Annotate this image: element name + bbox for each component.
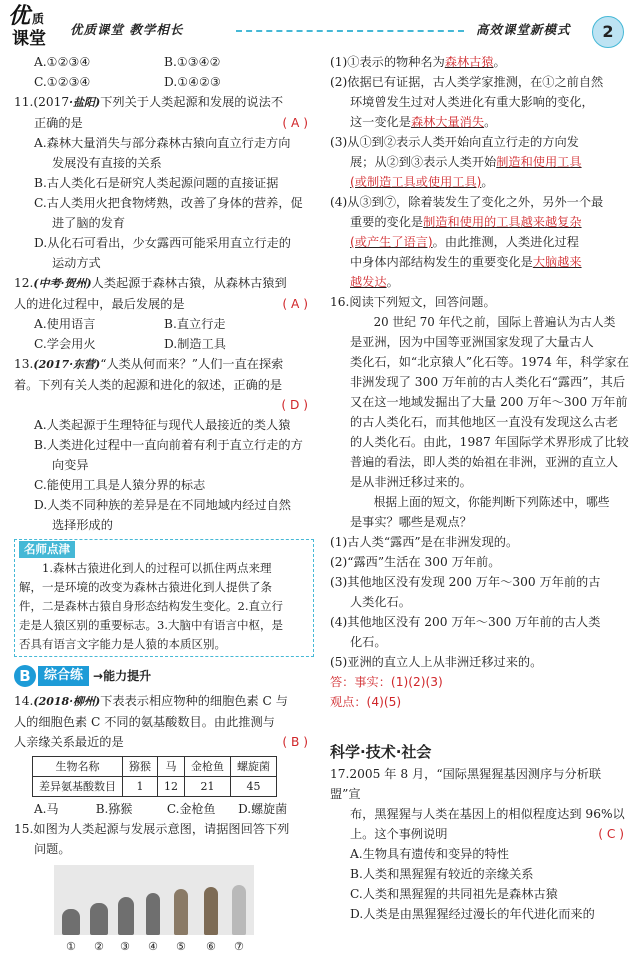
figure-label: ⑤ — [176, 940, 186, 953]
tip-line: 1.森林古猿进化到人的过程可以抓住两点来理 — [42, 561, 272, 575]
option-b: B.古人类化石是研究人类起源问题的直接证据 — [34, 176, 279, 190]
answer-opinions: 观点：(4)(5) — [330, 695, 402, 709]
option-b: B.直立行走 — [164, 317, 226, 331]
figure-ape-2 — [90, 903, 108, 935]
q-number: 14. — [14, 694, 34, 708]
option-c: C.人类和黑猩猩的共同祖先是森林古猿 — [350, 887, 558, 901]
q-stem-cont: 人的进化过程中，最后发展的是 — [14, 297, 185, 311]
question-13 — [14, 354, 314, 535]
q-source: (中考·贺州) — [33, 277, 92, 290]
option-a-cont: 发展没有直接的关系 — [52, 156, 162, 170]
option-a: A.①②③④ — [34, 55, 91, 69]
answer-mark: ( C ) — [598, 827, 624, 841]
part-2-answer: 森林大量消失 — [410, 115, 485, 129]
table-cell: 21 — [185, 777, 231, 797]
options-row — [14, 799, 314, 819]
tip-line: 走是人猿区别的重要标志。3.大脑中有语言中枢，是 — [19, 618, 283, 632]
part-2-lead: 这一变化是 — [350, 115, 411, 129]
part-4-answer: 制造和使用的工具越来越复杂 — [423, 215, 582, 229]
logo-small-char: 质 — [32, 12, 45, 26]
q-source-year: (2017 — [33, 95, 70, 109]
part-4-text: (4)从③到⑦，除着装发生了变化之外，另外一个最 — [330, 195, 604, 209]
part-4-mid: 。由此推测，人类进化过程 — [432, 235, 579, 249]
figure-hominid-3 — [118, 897, 134, 935]
passage-line: 20 世纪 70 年代之前，国际上普遍认为古人类 — [373, 315, 616, 329]
figure-label: ④ — [148, 940, 158, 953]
statement-5: (5)亚洲的直立人上从非洲迁移过来的。 — [330, 655, 543, 669]
section-title: 综合练 — [38, 666, 89, 686]
q-stem-cont: 人的细胞色素 C 不同的氨基酸数目。由此推测与 — [14, 715, 275, 729]
statement-4: (4)其他地区没有 200 万年～300 万年前的古人类 — [330, 615, 601, 629]
logo-top-char: 优 — [8, 3, 31, 29]
option-a: A.生物具有遗传和变异的特性 — [350, 847, 509, 861]
page-number-badge: 2 — [592, 16, 624, 48]
question-15-parts — [330, 52, 630, 292]
option-b: B.猕猴 — [95, 802, 133, 816]
punct: 。 — [484, 115, 497, 129]
prompt-line: 是事实？哪些是观点？ — [350, 515, 472, 529]
q-stem: 下列关于人类起源和发展的说法不 — [100, 95, 284, 109]
option-c: C.古人类用火把食物烤熟，改善了身体的营养，促 — [34, 196, 303, 210]
options-row-1 — [14, 314, 314, 334]
answer-mark: ( D ) — [281, 398, 308, 412]
figure-label: ⑥ — [206, 940, 216, 953]
q-stem-cont: 布，黑猩猩与人类在基因上的相似程度达到 96%以 — [350, 807, 625, 821]
q-stem-cont: 人亲缘关系最近的是 — [14, 735, 124, 749]
question-12 — [14, 273, 314, 354]
punct: 。 — [386, 275, 399, 289]
option-b: B.人类和黑猩猩有较近的亲缘关系 — [350, 867, 534, 881]
q-source-place: ·盐阳) — [69, 96, 101, 109]
part-4-text-cont: 中身体内部结构发生的重要变化是 — [350, 255, 533, 269]
part-1-answer: 森林古猿 — [444, 55, 494, 69]
option-c: C.学会用火 — [34, 337, 96, 351]
option-a: A.使用语言 — [34, 317, 96, 331]
option-d: D.制造工具 — [164, 337, 226, 351]
part-4-answer-2-cont: 越发达 — [350, 275, 387, 289]
q-stem: 阅读下列短文，回答问题。 — [349, 295, 496, 309]
option-a: A.马 — [34, 802, 59, 816]
prev-options-row-1 — [14, 52, 314, 72]
q-stem-cont: 问题。 — [34, 842, 71, 856]
question-14 — [14, 691, 314, 819]
options-row-2 — [14, 334, 314, 354]
passage-line: 的古人类化石，而其他地区一直没有发现这么古老 — [350, 415, 619, 429]
part-4-answer-2: 大脑越来 — [532, 255, 582, 269]
evolution-illustration — [54, 865, 274, 955]
figure-human-5 — [174, 889, 188, 935]
table-cell: 1 — [123, 777, 158, 797]
section-badge: B — [14, 665, 36, 687]
part-2-text-cont: 环境曾发生过对人类进化有重大影响的变化， — [350, 95, 594, 109]
passage-line: 非洲发现了 300 万年前的古人类化石“露西”，其后 — [350, 375, 626, 389]
teacher-tip-box — [14, 539, 314, 657]
tip-line: 否具有语言文字能力是人猿的本质区别。 — [19, 637, 226, 651]
amino-acid-table — [32, 756, 277, 797]
option-d: D.人类是由黑猩猩经过漫长的年代进化而来的 — [350, 907, 595, 921]
question-11 — [14, 92, 314, 273]
header-divider — [236, 30, 464, 32]
table-cell: 差异氨基酸数目 — [33, 777, 123, 797]
prompt-line: 根据上面的短文，你能判断下列陈述中，哪些 — [373, 495, 610, 509]
q-stem-cont: 着。下列有关人类的起源和进化的叙述，正确的是 — [14, 378, 283, 392]
part-1-text: (1)①表示的物种名为 — [330, 55, 445, 69]
q-stem: “人类从何而来？”人们一直在探索 — [100, 357, 284, 371]
statement-3: (3)其他地区没有发现 200 万年～300 万年前的古 — [330, 575, 601, 589]
part-3-text: (3)从①到②表示人类开始向直立行走的方向发 — [330, 135, 579, 149]
option-b: B.①③④② — [164, 55, 221, 69]
punct: 。 — [481, 175, 494, 189]
answer-mark: ( A ) — [282, 297, 308, 311]
option-b: B.人类进化过程中一直向前着有利于直立行走的方 — [34, 438, 303, 452]
reading-passage — [330, 312, 630, 532]
passage-line: 是亚洲，因为中国等亚洲国家发现了大量古人 — [350, 335, 594, 349]
part-4-answer-cont: (或产生了语言) — [350, 235, 433, 249]
q-number: 13. — [14, 357, 34, 371]
table-cell: 生物名称 — [33, 757, 123, 777]
part-3-lead: 展；从②到③表示人类开始 — [350, 155, 497, 169]
figure-label: ① — [66, 940, 76, 953]
q-stem: 人类起源于森林古猿，从森林古猿到 — [91, 276, 287, 290]
tip-line: 件，二是森林古猿自身形态结构发生变化。2.直立行 — [19, 599, 283, 613]
header-slogan-right: 高效课堂新模式 — [476, 22, 571, 37]
passage-line: 的人类化石。由此，1987 年国际学术界形成了比较 — [350, 435, 629, 449]
option-a: A.人类起源于生理特征与现代人最接近的类人猿 — [34, 418, 291, 432]
option-c-cont: 进了脑的发育 — [52, 216, 126, 230]
table-cell: 螺旋菌 — [231, 757, 277, 777]
q-stem: 下表表示相应物种的细胞色素 C 与 — [100, 694, 288, 708]
section-b-header — [14, 665, 314, 687]
table-cell: 猕猴 — [123, 757, 158, 777]
prev-options-row-2 — [14, 72, 314, 92]
answer-mark: ( A ) — [282, 116, 308, 130]
header-slogan-left: 优质课堂 教学相长 — [70, 22, 184, 37]
q-source: (2017·东营) — [33, 358, 101, 371]
option-c: C.金枪鱼 — [166, 802, 216, 816]
option-d: D.从化石可看出，少女露西可能采用直立行走的 — [34, 236, 291, 250]
option-d: D.螺旋菌 — [238, 802, 288, 816]
part-2-text: (2)依据已有证据，古人类学家推测，在①之前自然 — [330, 75, 604, 89]
tip-line: 解，一是环境的改变为森林古猿进化到人提供了条 — [19, 580, 272, 594]
question-15 — [14, 819, 314, 955]
statement-3-cont: 人类化石。 — [350, 595, 411, 609]
figure-human-6 — [204, 887, 218, 935]
statement-4-cont: 化石。 — [350, 635, 387, 649]
passage-line: 类化石，如“北京猿人”化石等。1974 年，科学家在 — [350, 355, 629, 369]
option-c: C.能使用工具是人猿分界的标志 — [34, 478, 206, 492]
question-17 — [330, 764, 630, 924]
passage-line: 又在这一地域发掘出了大量 200 万年～300 万年前 — [350, 395, 628, 409]
q-number: 15. — [14, 822, 34, 836]
option-d: D.人类不同种族的差异是在不同地域内经过自然 — [34, 498, 291, 512]
figure-label: ⑦ — [234, 940, 244, 953]
section-subtitle: →能力提升 — [93, 669, 152, 683]
option-c: C.①②③④ — [34, 75, 91, 89]
part-4-lead: 重要的变化是 — [350, 215, 424, 229]
table-row — [33, 777, 277, 797]
question-16 — [330, 292, 630, 712]
answer-mark: ( B ) — [282, 735, 308, 749]
option-d-cont: 选择形成的 — [52, 518, 113, 532]
page-header — [0, 0, 640, 52]
figure-label: ③ — [120, 940, 130, 953]
q-stem-cont: 上。这个事例说明 — [350, 827, 448, 841]
section-title-sts: 科学·技术·社会 — [330, 743, 432, 761]
q-number: 12. — [14, 276, 34, 290]
q-stem: 2005 年 8 月，“国际黑猩猩基因测序与分析联盟”宣 — [330, 767, 602, 801]
statement-2: (2)“露西”生活在 300 万年前。 — [330, 555, 501, 569]
option-d: D.①④②③ — [164, 75, 221, 89]
logo-bottom-chars: 课堂 — [12, 29, 46, 49]
table-cell: 马 — [158, 757, 185, 777]
part-3-answer-cont: (或制造工具或使用工具) — [350, 175, 482, 189]
q-stem-cont: 正确的是 — [34, 116, 83, 130]
q-number: 11. — [14, 95, 34, 109]
right-column — [330, 52, 630, 924]
q-number: 17. — [330, 767, 350, 781]
table-cell: 金枪鱼 — [185, 757, 231, 777]
q-stem: 如图为人类起源与发展示意图，请据图回答下列 — [33, 822, 290, 836]
option-b-cont: 向变异 — [52, 458, 89, 472]
left-column — [14, 52, 314, 955]
tip-title: 名师点津 — [19, 541, 75, 558]
figure-hominid-4 — [146, 893, 160, 935]
table-cell: 12 — [158, 777, 185, 797]
passage-line: 普遍的看法，即人类的始祖在非洲，亚洲的直立人 — [350, 455, 619, 469]
figure-human-7 — [232, 885, 246, 935]
figure-ape-1 — [62, 909, 80, 935]
option-a: A.森林大量消失与部分森林古猿向直立行走方向 — [34, 136, 291, 150]
passage-line: 是从非洲迁移过来的。 — [350, 475, 472, 489]
statement-1: (1)古人类“露西”是在非洲发现的。 — [330, 535, 519, 549]
q-source: (2018·柳州) — [33, 695, 101, 708]
q-number: 16. — [330, 295, 350, 309]
table-header-row — [33, 757, 277, 777]
option-d-cont: 运动方式 — [52, 256, 101, 270]
logo — [8, 3, 60, 50]
figure-label: ② — [94, 940, 104, 953]
table-cell: 45 — [231, 777, 277, 797]
answer-facts: 答：事实：(1)(2)(3) — [330, 675, 443, 689]
part-3-answer: 制造和使用工具 — [496, 155, 582, 169]
punct: 。 — [493, 55, 506, 69]
